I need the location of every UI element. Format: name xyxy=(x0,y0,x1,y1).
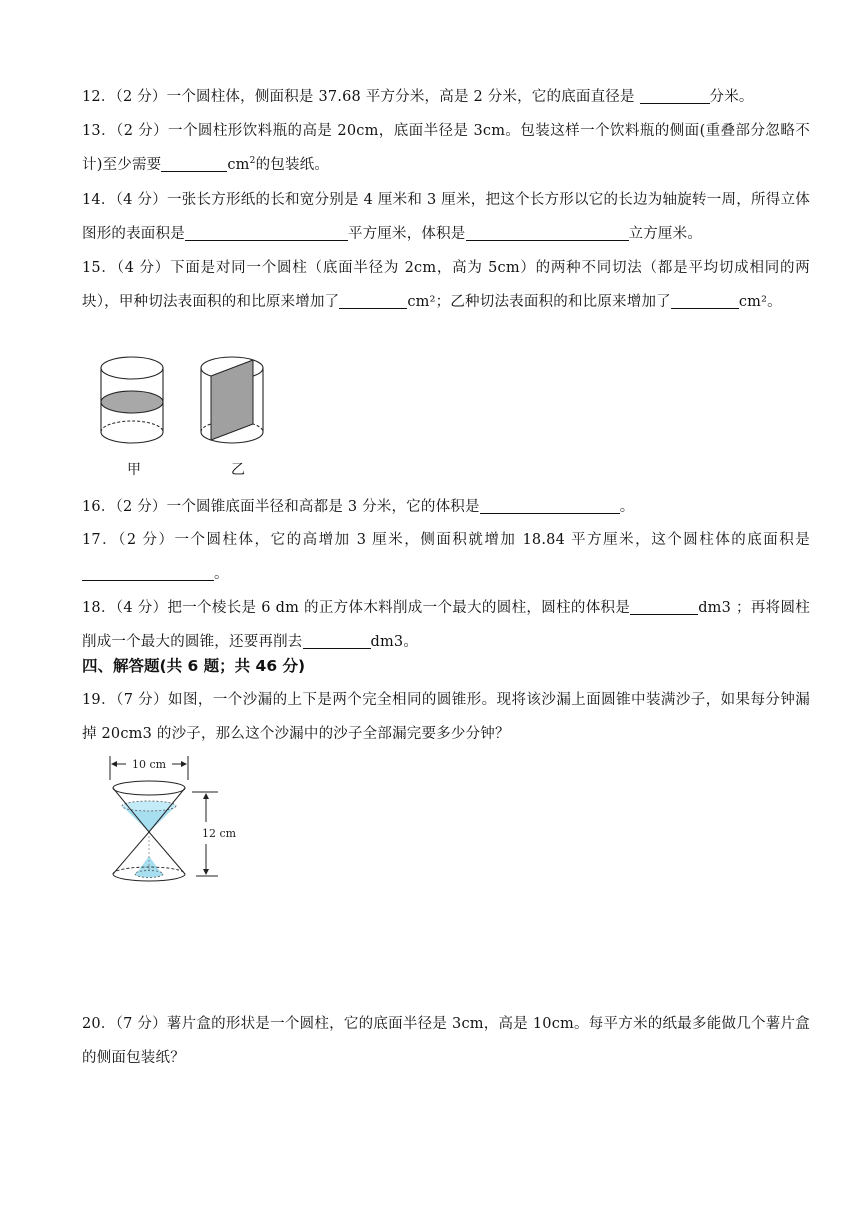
question-18-tail: dm3。 xyxy=(370,634,419,650)
question-15-text: 15．（4 分）下面是对同一个圆柱（底面半径为 2cm，高为 5cm）的两种不同切法（都是平均切成相同的两块），甲种切法表面积的和比原来增加了 xyxy=(82,260,810,310)
cylinder-a-figure xyxy=(101,357,163,443)
question-20 xyxy=(82,1007,810,1075)
question-14-mid: 平方厘米，体积是 xyxy=(347,226,466,242)
question-12-text: 12．（2 分）一个圆柱体，侧面积是 37.68 平方分米，高是 2 分米，它的底面直径是 xyxy=(82,89,640,105)
question-18-mid: dm3 ；再将圆柱削成一个最大的圆锥，还要再削去 xyxy=(82,600,810,650)
cylinder-a-label: 甲 xyxy=(127,462,141,478)
hourglass-width-label: 10 cm xyxy=(131,758,167,771)
answer-blank[interactable] xyxy=(339,290,407,309)
question-13 xyxy=(82,114,810,182)
question-17 xyxy=(82,523,810,591)
question-17-tail: 。 xyxy=(214,566,229,582)
hourglass-figure xyxy=(100,752,250,892)
cylinder-b-figure xyxy=(201,357,263,443)
question-14-tail: 立方厘米。 xyxy=(628,226,703,242)
answer-blank[interactable] xyxy=(671,290,739,309)
question-12 xyxy=(82,80,810,114)
answer-blank[interactable] xyxy=(630,596,698,615)
question-13-text: 13．（2 分）一个圆柱形饮料瓶的高是 20cm，底面半径是 3cm。包装这样一个饮料瓶的侧面(重叠部分忽略不计)至少需要 xyxy=(82,123,810,173)
question-13-unit: cm xyxy=(227,157,250,173)
cylinder-cut-figures xyxy=(92,350,282,450)
question-18-text: 18．（4 分）把一个棱长是 6 dm 的正方体木料削成一个最大的圆柱，圆柱的体积是 xyxy=(82,600,631,616)
answer-blank[interactable] xyxy=(640,85,710,104)
cylinder-b-label: 乙 xyxy=(231,462,245,478)
question-15 xyxy=(82,251,810,319)
question-16 xyxy=(82,490,810,524)
answer-blank[interactable] xyxy=(480,495,620,514)
answer-blank[interactable] xyxy=(82,562,214,581)
question-19-text: 19．（7 分）如图，一个沙漏的上下是两个完全相同的圆锥形。现将该沙漏上面圆锥中装满沙子，如果每分钟漏掉 20cm3 的沙子，那么这个沙漏中的沙子全部漏完要多少分钟？ xyxy=(82,692,810,742)
answer-blank[interactable] xyxy=(185,222,348,241)
question-15-mid: cm²；乙种切法表面积的和比原来增加了 xyxy=(407,294,671,310)
answer-blank[interactable] xyxy=(303,630,371,649)
question-19 xyxy=(82,683,810,751)
question-13-unit-exponent: 2 xyxy=(249,156,256,167)
question-17-text: 17．（2 分）一个圆柱体，它的高增加 3 厘米，侧面积就增加 18.84 平方厘米，这个圆柱体的底面积是 xyxy=(82,532,810,548)
hourglass-height-label: 12 cm xyxy=(202,827,237,840)
question-15-tail: cm²。 xyxy=(738,294,782,310)
question-13-tail: 的包装纸。 xyxy=(255,157,330,173)
question-12-unit: 分米。 xyxy=(709,89,754,105)
question-20-text: 20．（7 分）薯片盒的形状是一个圆柱，它的底面半径是 3cm，高是 10cm。每平方米的纸最多能做几个薯片盒的侧面包装纸？ xyxy=(82,1016,810,1066)
question-16-text: 16．（2 分）一个圆锥底面半径和高都是 3 分米，它的体积是 xyxy=(82,499,480,515)
answer-blank[interactable] xyxy=(466,222,629,241)
question-18 xyxy=(82,591,810,659)
answer-blank[interactable] xyxy=(161,153,227,172)
question-14 xyxy=(82,183,810,251)
section-heading: 四、解答题(共 6 题；共 46 分) xyxy=(82,657,306,675)
question-16-tail: 。 xyxy=(619,499,635,515)
question-14-text: 14．（4 分）一张长方形纸的长和宽分别是 4 厘米和 3 厘米，把这个长方形以它的长边为轴旋转一周，所得立体图形的表面积是 xyxy=(82,192,810,242)
